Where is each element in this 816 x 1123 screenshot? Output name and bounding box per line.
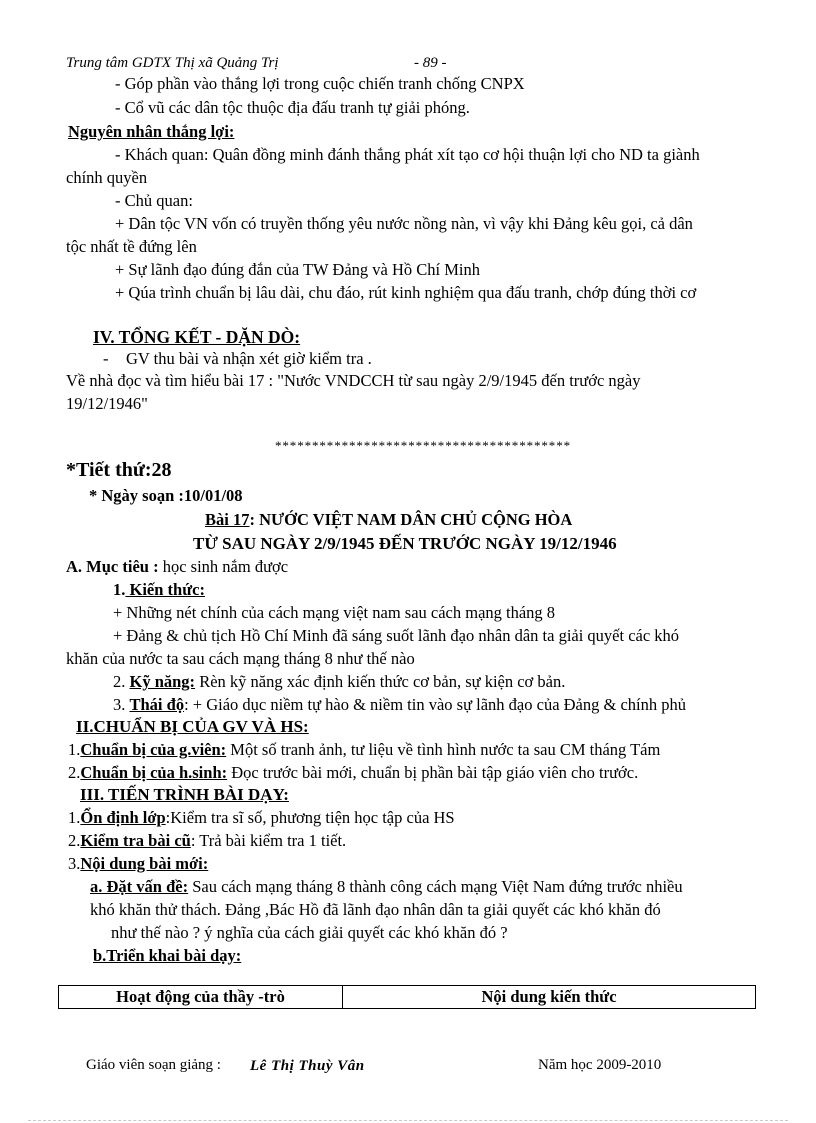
kiem-tra-bai-cu [68, 831, 346, 851]
cb1-num: 1. [68, 740, 81, 759]
dat-van-de-1 [90, 877, 683, 897]
header-page-number: - 89 - [414, 55, 447, 71]
kien-thuc-heading [113, 580, 205, 600]
line-cq2: + Sự lãnh đạo đúng đắn của TW Đảng và Hồ Chí Minh [115, 260, 481, 279]
footer-teacher-label: Giáo viên soạn giảng : [86, 1057, 221, 1073]
line-ve-nha-2: 19/12/1946" [66, 394, 148, 413]
kien-thuc-num: 1. [113, 580, 126, 599]
od-num: 1. [68, 808, 81, 827]
line-chinh-quyen: chính quyền [66, 168, 148, 187]
lesson-title-text: : NƯỚC VIỆT NAM DÂN CHỦ CỘNG HÒA [249, 510, 573, 529]
muc-tieu-text: học sinh nắm được [158, 557, 289, 576]
muc-tieu [66, 557, 288, 577]
line-gv-thu-bai: GV thu bài và nhận xét giờ kiểm tra . [126, 349, 372, 368]
ngay-soan: * Ngày soạn :10/01/08 [89, 486, 243, 505]
page-bottom-divider [28, 1120, 788, 1121]
dat-van-de-3: như thế nào ? ý nghĩa của cách giải quyết các khó khăn đó ? [111, 923, 508, 942]
kt-num: 2. [68, 831, 81, 850]
chuan-bi-hs [68, 763, 638, 783]
dat-van-de-2: khó khăn thử thách. Đảng ,Bác Hồ đã lãnh đạo nhân dân ta giải quyết các khó khăn đó [90, 900, 661, 919]
line-cq1b: tộc nhất tề đứng lên [66, 237, 197, 256]
line-kt2b: khăn của nước ta sau cách mạng tháng 8 như thế nào [66, 649, 415, 668]
header-school: Trung tâm GDTX Thị xã Quảng Trị [66, 55, 279, 71]
cb2-label: Chuẩn bị của h.sinh: [80, 763, 228, 782]
lesson-number: Bài 17 [205, 510, 250, 529]
thai-do-num: 3. [113, 695, 126, 714]
footer-teacher-signature: Lê Thị Thuỳ Vân [250, 1058, 365, 1074]
thai-do-label: Thái độ [129, 695, 185, 714]
line-khach-quan: - Khách quan: Quân đồng minh đánh thắng phát xít tạo cơ hội thuận lợi cho ND ta giành [115, 145, 700, 164]
cb2-text: Đọc trước bài mới, chuẩn bị phần bài tập giáo viên cho trước. [227, 763, 639, 782]
heading-tien-trinh: III. TIẾN TRÌNH BÀI DẠY: [80, 785, 289, 804]
heading-chuan-bi: II.CHUẨN BỊ CỦA GV VÀ HS: [76, 717, 309, 736]
chuan-bi-gv [68, 740, 660, 760]
heading-tong-ket: IV. TỔNG KẾT - DẶN DÒ: [93, 327, 301, 347]
kt-text: : Trả bài kiểm tra 1 tiết. [190, 831, 347, 850]
line-cq3: + Qúa trình chuẩn bị lâu dài, chu đáo, rút kinh nghiệm qua đấu tranh, chớp đúng thời cơ [115, 283, 697, 302]
lesson-table-header [58, 985, 756, 1009]
line-kt2a: + Đảng & chủ tịch Hồ Chí Minh đã sáng suốt lãnh đạo nhân dân ta giải quyết các khó [113, 626, 680, 645]
noi-dung-bai-moi [68, 854, 208, 874]
table-header-activity: Hoạt động của thầy -trò [59, 986, 343, 1008]
ky-nang-num: 2. [113, 672, 126, 691]
nd-label: Nội dung bài mới: [80, 854, 209, 873]
kien-thuc-label: Kiến thức: [125, 580, 205, 599]
cb2-num: 2. [68, 763, 81, 782]
thai-do [113, 695, 686, 715]
line-kt1: + Những nét chính của cách mạng việt nam sau cách mạng tháng 8 [113, 603, 556, 622]
thai-do-text: : + Giáo dục niềm tự hào & niềm tin vào sự lãnh đạo của Đảng & chính phủ [184, 695, 686, 714]
line-chu-quan: - Chủ quan: [115, 191, 193, 210]
cb1-label: Chuẩn bị của g.viên: [80, 740, 227, 759]
ky-nang-text: Rèn kỹ năng xác định kiến thức cơ bản, sự kiện cơ bản. [195, 672, 566, 691]
heading-trien-khai: b.Triển khai bài dạy: [93, 946, 242, 965]
ky-nang [113, 672, 565, 692]
kt-label: Kiểm tra bài cũ [80, 831, 191, 850]
muc-tieu-label: A. Mục tiêu : [66, 557, 159, 576]
ky-nang-label: Kỹ năng: [129, 672, 196, 691]
dvd-label: a. Đặt vấn đề: [90, 877, 189, 896]
line-co-vu: - Cổ vũ các dân tộc thuộc địa đấu tranh tự giải phóng. [115, 98, 470, 117]
line-cq1a: + Dân tộc VN vốn có truyền thống yêu nước nồng nàn, vì vậy khi Đảng kêu gọi, cả dân [115, 214, 693, 233]
lesson-title-line1 [205, 510, 572, 530]
cb1-text: Một số tranh ảnh, tư liệu về tình hình nước ta sau CM tháng Tám [226, 740, 661, 759]
footer-school-year: Năm học 2009-2010 [538, 1057, 662, 1073]
separator-stars: **************************************** [275, 438, 571, 453]
line-ve-nha-1: Về nhà đọc và tìm hiểu bài 17 : "Nước VNDCCH từ sau ngày 2/9/1945 đến trước ngày [66, 371, 641, 390]
bullet-gv: - [103, 349, 109, 368]
nd-num: 3. [68, 854, 81, 873]
on-dinh-lop [68, 808, 455, 828]
tiet-number: *Tiết thứ:28 [66, 459, 172, 481]
heading-nguyen-nhan: Nguyên nhân thắng lợi: [68, 122, 235, 141]
table-header-content: Nội dung kiến thức [481, 987, 617, 1006]
dvd-text-1: Sau cách mạng tháng 8 thành công cách mạng Việt Nam đứng trước nhiều [188, 877, 683, 896]
line-gop-phan: - Góp phần vào thắng lợi trong cuộc chiến tranh chống CNPX [115, 74, 525, 93]
od-text: :Kiểm tra sĩ số, phương tiện học tập của HS [165, 808, 455, 827]
lesson-title-line2: TỪ SAU NGÀY 2/9/1945 ĐẾN TRƯỚC NGÀY 19/12/1946 [193, 534, 617, 553]
od-label: Ổn định lớp [80, 808, 166, 827]
